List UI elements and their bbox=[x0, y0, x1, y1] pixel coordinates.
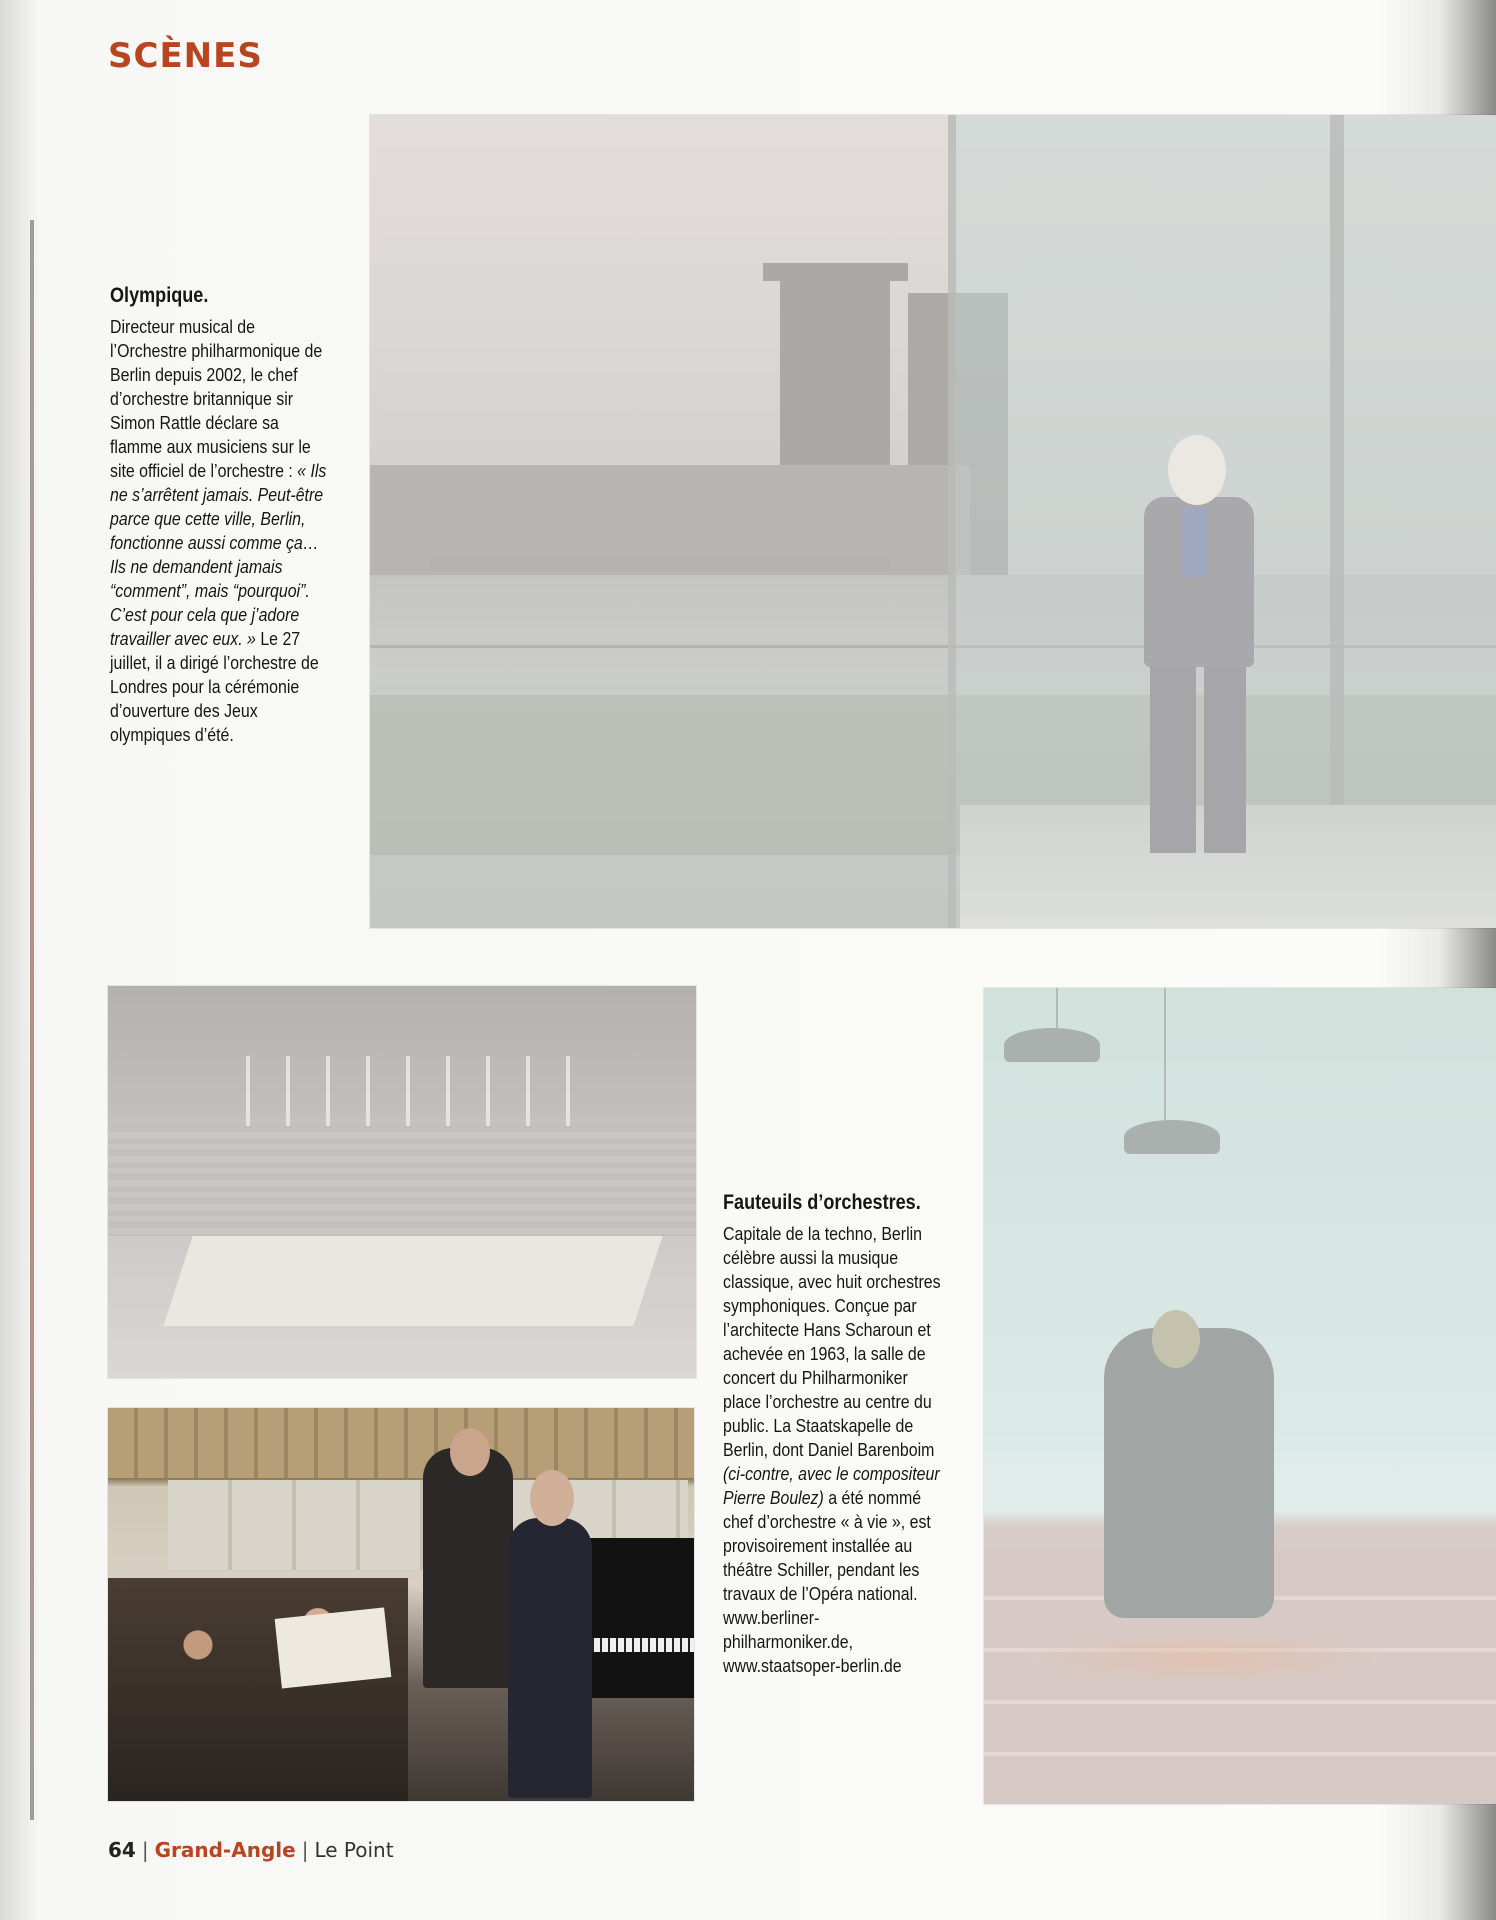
caption-text: a été nommé chef d’orchestre « à vie », est provisoirement installée au théâtre Schiller, pendant les travaux de l’Opéra national. bbox=[723, 1487, 931, 1604]
caption-olympique bbox=[110, 283, 329, 747]
section-title: SCÈNES bbox=[108, 36, 263, 76]
caption-aside: (ci-contre, avec le compositeur Pierre Boulez) bbox=[723, 1463, 940, 1508]
footer-section: Grand-Angle bbox=[154, 1838, 296, 1862]
caption-body bbox=[723, 1222, 947, 1678]
caption-heading: Fauteuils d’orchestres. bbox=[723, 1191, 921, 1214]
photo-opera-stage-performer bbox=[984, 988, 1496, 1804]
page-spine-edge bbox=[30, 220, 34, 1820]
footer-separator: | bbox=[301, 1838, 309, 1862]
link-staatsoper[interactable]: www.staatsoper-berlin.de bbox=[723, 1655, 902, 1676]
caption-text: Directeur musical de l’Orchestre philharmonique de Berlin depuis 2002, le chef d’orchestre britannique sir Simon Rattle déclare sa flamme aux musiciens sur le site officiel de l’orchestre : bbox=[110, 316, 323, 481]
photo-conductor-berlin-river bbox=[370, 115, 1496, 928]
caption-body bbox=[110, 315, 329, 747]
link-berliner-philharmoniker[interactable]: www.berliner-philharmoniker.de, bbox=[723, 1607, 854, 1652]
footer-magazine: Le Point bbox=[314, 1838, 394, 1862]
page-footer bbox=[108, 1838, 394, 1862]
caption-quote: « Ils ne s’arrêtent jamais. Peut-être parce que cette ville, Berlin, fonctionne aussi comme ça… Ils ne demandent jamais “comment”, mais “pourquoi”. C’est pour cela que j’adore travailler avec eux. » bbox=[110, 460, 327, 649]
caption-heading: Olympique. bbox=[110, 284, 209, 307]
footer-separator: | bbox=[141, 1838, 149, 1862]
photo-rehearsal-barenboim-boulez bbox=[108, 1408, 694, 1801]
caption-text: Le 27 juillet, il a dirigé l’orchestre de Londres pour la cérémonie d’ouverture des Jeux olympiques d’été. bbox=[110, 628, 319, 745]
page-number: 64 bbox=[108, 1838, 136, 1862]
photo-philharmonie-concert-hall bbox=[108, 986, 696, 1378]
caption-text: Capitale de la techno, Berlin célèbre aussi la musique classique, avec huit orchestres symphoniques. Conçue par l’architecte Hans Scharoun et achevée en 1963, la salle de concert du Philharmoniker place l’orchestre au centre du public. La Staatskapelle de Berlin, dont Daniel Barenboim bbox=[723, 1223, 941, 1460]
caption-fauteuils bbox=[723, 1190, 947, 1678]
